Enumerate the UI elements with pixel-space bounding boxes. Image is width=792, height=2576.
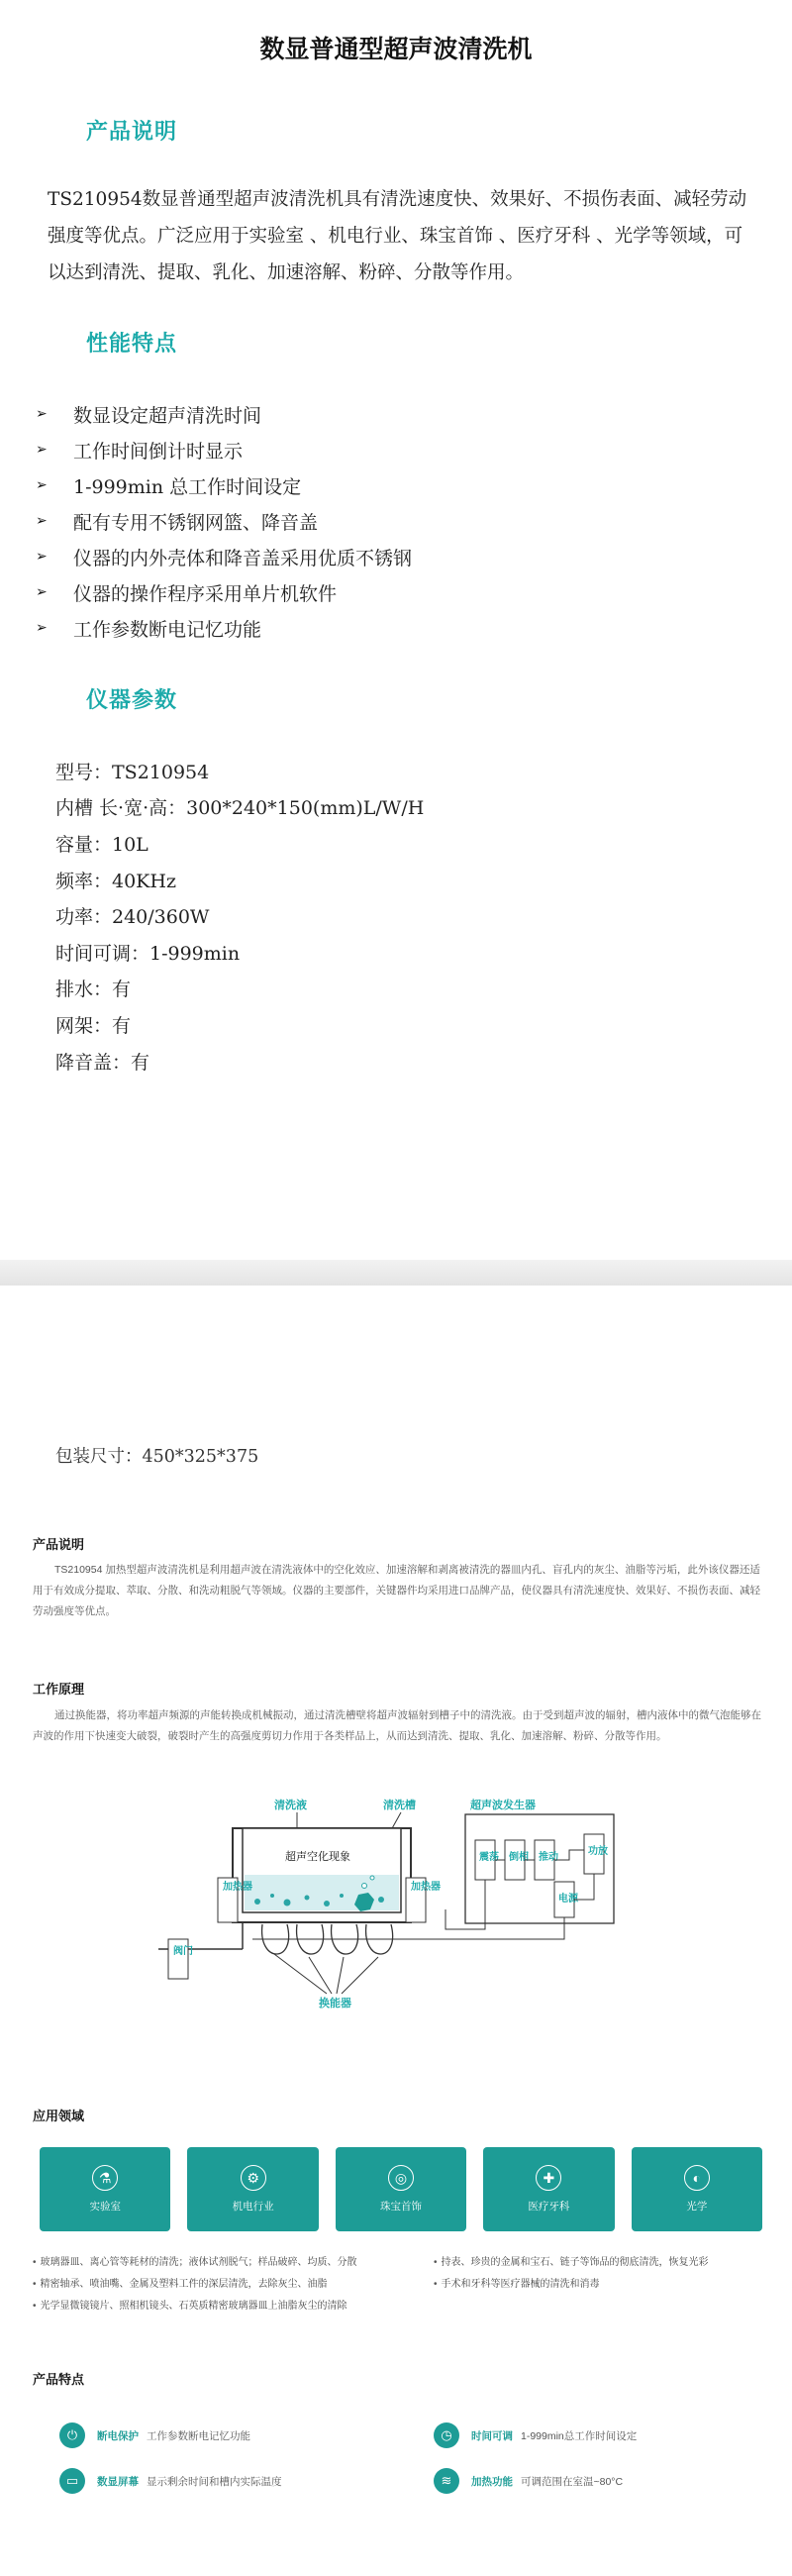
features-heading: 性能特点 — [86, 331, 178, 357]
cavitation-label: 超声空化现象 — [285, 1851, 350, 1863]
feature-heating: ≋ 加热功能 可调范围在室温~80°C — [434, 2468, 623, 2494]
feature-power-protect: ⏻ 断电保护 工作参数断电记忆功能 — [59, 2422, 250, 2448]
param-item: 功率：240/360W — [55, 906, 210, 929]
intro-text: TS210954数显普通型超声波清洗机具有清洗速度快、效果好、不损伤表面、减轻劳动强度等优点。广泛应用于实验室 、机电行业、珠宝首饰 、医疗牙科 、光学等领域，可以达到清洗、提取、乳化、加速溶解、粉碎、分散等作用。 — [48, 189, 747, 283]
app-row: • 光学显微镜镜片、照相机镜头、石英质精密玻璃器皿上油脂灰尘的清除 — [33, 2301, 347, 2312]
intro-heading: 产品说明 — [86, 119, 178, 145]
features-list — [36, 396, 412, 646]
arrow-bullet-icon: ➢ — [36, 620, 48, 636]
app-row: • 精密轴承、喷油嘴、金属及塑料工件的深层清洗，去除灰尘、油脂 • 手术和牙科等医疗器械的清洗和消毒 — [33, 2279, 600, 2290]
amplifier-label: 功放 — [588, 1846, 608, 1857]
power-label: 电源 — [558, 1894, 578, 1905]
arrow-bullet-icon: ➢ — [36, 477, 48, 493]
param-item: 型号：TS210954 — [55, 761, 210, 783]
arrow-bullet-icon: ➢ — [36, 549, 48, 565]
arrow-bullet-icon: ➢ — [36, 584, 48, 600]
drive-label: 推动 — [539, 1852, 558, 1863]
feature-item: ➢ 配有专用不锈钢网篮、降音盖 — [36, 511, 319, 534]
feature-digital-screen: ▭ 数显屏幕 显示剩余时间和槽内实际温度 — [59, 2468, 282, 2494]
feature-time-adjust: ◷ 时间可调 1-999min总工作时间设定 — [434, 2422, 637, 2448]
params-heading: 仪器参数 — [86, 687, 178, 713]
power-icon: ⏻ — [59, 2422, 85, 2448]
flask-icon: ⚗ — [92, 2165, 118, 2191]
principle-heading: 工作原理 — [33, 1682, 85, 1697]
card-dental: ✚ 医疗牙科 — [483, 2147, 614, 2231]
oscillation-label: 震荡 — [479, 1852, 499, 1863]
application-cards — [40, 2147, 762, 2231]
section-divider — [0, 1260, 792, 1286]
dot-bullet-icon: • — [434, 2279, 438, 2290]
valve-box — [168, 1939, 188, 1979]
apps-heading: 应用领域 — [33, 2109, 85, 2123]
params-list — [55, 753, 424, 1079]
clock-icon: ◷ — [434, 2422, 459, 2448]
page-title: 数显普通型超声波清洗机 — [259, 35, 533, 63]
transducer-label: 换能器 — [319, 1998, 351, 2009]
product-intro-heading: 产品说明 — [33, 1537, 85, 1552]
heat-icon: ≋ — [434, 2468, 459, 2494]
product-features-heading: 产品特点 — [33, 2372, 85, 2387]
generator-label: 超声波发生器 — [470, 1800, 536, 1811]
dot-bullet-icon: • — [33, 2279, 37, 2290]
param-item: 排水：有 — [55, 979, 132, 1001]
app-row: • 玻璃器皿、离心管等耗材的清洗；液体试剂脱气；样品破碎、均质、分散 • 持表、珍贵的金属和宝石、链子等饰品的彻底清洗，恢复光彩 — [33, 2257, 709, 2268]
tooth-icon: ✚ — [536, 2165, 561, 2191]
phase-label: 倒相 — [509, 1852, 529, 1863]
feature-item: ➢ 工作时间倒计时显示 — [36, 440, 244, 463]
dot-bullet-icon: • — [434, 2257, 438, 2268]
card-optics: ◐ 光学 — [632, 2147, 762, 2231]
valve-label: 阀门 — [173, 1946, 193, 1957]
arrow-bullet-icon: ➢ — [36, 406, 48, 422]
gear-icon: ⚙ — [241, 2165, 266, 2191]
card-jewelry: ◎ 珠宝首饰 — [336, 2147, 466, 2231]
package-size: 包装尺寸：450*325*375 — [55, 1447, 259, 1467]
dot-bullet-icon: • — [33, 2301, 37, 2312]
working-principle-diagram — [139, 1791, 653, 2048]
feature-item: ➢ 仪器的内外壳体和降音盖采用优质不锈钢 — [36, 547, 413, 569]
screen-icon: ▭ — [59, 2468, 85, 2494]
param-item: 内槽 长·宽·高：300*240*150(mm)L/W/H — [55, 797, 425, 820]
param-item: 频率：40KHz — [55, 870, 176, 892]
feature-item: ➢ 1-999min 总工作时间设定 — [36, 475, 302, 498]
card-lab: ⚗ 实验室 — [40, 2147, 170, 2231]
transducer-pointers — [274, 1954, 378, 1994]
feature-item: ➢ 工作参数断电记忆功能 — [36, 618, 262, 641]
product-intro-text: TS210954 加热型超声波清洗机是利用超声波在清洗液体中的空化效应、加速溶解和剥离被清洗的器皿内孔、盲孔内的灰尘、油脂等污垢，此外该仪器还适用于有效成分提取、萃取、分散、和洗动粗脱气等领域。仪器的主要部件，关键器件均采用进口品牌产品，使仪器具有清洗速度快、效果好、不损伤表面、减轻劳动强度等优点。 — [33, 1564, 760, 1617]
param-item: 降音盖：有 — [55, 1051, 150, 1074]
dot-bullet-icon: • — [33, 2257, 37, 2268]
arrow-bullet-icon: ➢ — [36, 513, 48, 529]
liquid-label: 清洗液 — [274, 1800, 307, 1811]
param-item: 容量：10L — [55, 833, 148, 856]
ring-icon: ◎ — [388, 2165, 414, 2191]
feature-item: ➢ 仪器的操作程序采用单片机软件 — [36, 582, 338, 605]
tank-label: 清洗槽 — [383, 1800, 416, 1811]
param-item: 时间可调：1-999min — [55, 942, 241, 965]
card-mechanical: ⚙ 机电行业 — [187, 2147, 318, 2231]
heater-right-label: 加热器 — [411, 1882, 441, 1893]
feature-item: ➢ 数显设定超声清洗时间 — [36, 404, 262, 427]
liquid-fill — [245, 1875, 399, 1910]
principle-text: 通过换能器，将功率超声频源的声能转换成机械振动，通过清洗槽壁将超声波辐射到槽子中的清洗液。由于受到超声波的辐射，槽内液体中的微气泡能够在声波的作用下快速变大破裂，破裂时产生的高强度剪切力作用于各类样品上，从而达到清洗、提取、乳化、加速溶解、粉碎、分散等作用。 — [33, 1709, 761, 1742]
arrow-bullet-icon: ➢ — [36, 442, 48, 458]
heater-left-label: 加热器 — [223, 1882, 252, 1893]
lens-icon: ◐ — [684, 2165, 710, 2191]
param-item: 网架：有 — [55, 1014, 132, 1037]
